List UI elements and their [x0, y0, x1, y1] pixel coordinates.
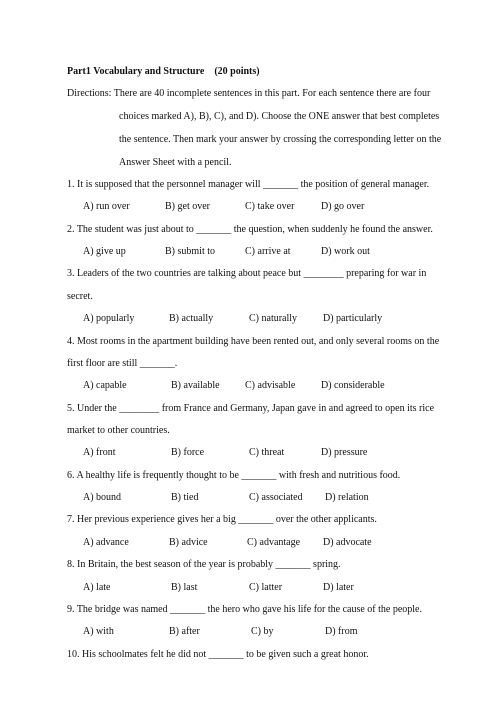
question-1-option-b[interactable]: B) get over [165, 201, 210, 212]
question-3-option-b[interactable]: B) actually [169, 313, 214, 324]
question-5-option-d[interactable]: D) pressure [321, 447, 368, 458]
question-8-option-d[interactable]: D) later [323, 582, 354, 593]
question-5-option-b[interactable]: B) force [171, 447, 205, 458]
question-2-option-c[interactable]: C) arrive at [245, 246, 291, 257]
question-4-text-1: 4. Most rooms in the apartment building have been rented out, and only several rooms on the [67, 336, 440, 347]
question-6-text: 6. A healthy life is frequently thought to be _______ with fresh and nutritious food. [67, 470, 401, 481]
question-8-option-b[interactable]: B) last [171, 582, 198, 593]
question-7-option-a[interactable]: A) advance [83, 537, 129, 548]
question-5-text-2: market to other countries. [67, 425, 170, 436]
question-9-option-a[interactable]: A) with [83, 626, 114, 637]
question-10-text: 10. His schoolmates felt he did not _______ to be given such a great honor. [67, 649, 369, 660]
question-2-option-d[interactable]: D) work out [321, 246, 370, 257]
directions-line-4: Answer Sheet with a pencil. [119, 157, 232, 168]
question-3-option-a[interactable]: A) popularly [83, 313, 135, 324]
question-4-text-2: first floor are still _______. [67, 358, 178, 369]
question-3-option-d[interactable]: D) particularly [323, 313, 383, 324]
question-1-text: 1. It is supposed that the personnel manager will _______ the position of general manager. [67, 179, 430, 190]
question-6-option-a[interactable]: A) bound [83, 492, 122, 503]
question-6-option-b[interactable]: B) tied [171, 492, 199, 503]
question-2-option-b[interactable]: B) submit to [165, 246, 216, 257]
question-2-option-a[interactable]: A) give up [83, 246, 126, 257]
question-9-option-c[interactable]: C) by [251, 626, 274, 637]
question-5-text-1: 5. Under the ________ from France and Germany, Japan gave in and agreed to open its rice [67, 403, 435, 414]
question-5-option-c[interactable]: C) threat [249, 447, 285, 458]
question-4-option-c[interactable]: C) advisable [245, 380, 296, 391]
question-7-text: 7. Her previous experience gives her a big _______ over the other applicants. [67, 514, 377, 525]
question-8-option-c[interactable]: C) latter [249, 582, 283, 593]
directions-line-2: choices marked A), B), C), and D). Choose the ONE answer that best completes [119, 111, 440, 122]
directions-line-3: the sentence. Then mark your answer by crossing the corresponding letter on the [119, 134, 442, 145]
question-1-option-d[interactable]: D) go over [321, 201, 365, 212]
question-1-option-a[interactable]: A) run over [83, 201, 130, 212]
question-7-option-b[interactable]: B) advice [169, 537, 208, 548]
question-5-option-a[interactable]: A) front [83, 447, 116, 458]
directions-line-1 [67, 88, 453, 100]
question-9-option-b[interactable]: B) after [169, 626, 200, 637]
question-4-option-b[interactable]: B) available [171, 380, 220, 391]
question-7-option-d[interactable]: D) advocate [323, 537, 372, 548]
question-8-option-a[interactable]: A) late [83, 582, 111, 593]
question-9-text: 9. The bridge was named _______ the hero who gave his life for the cause of the people. [67, 604, 422, 615]
question-6-option-c[interactable]: C) associated [249, 492, 303, 503]
part-title: Part1 Vocabulary and Structure (20 points) [67, 66, 260, 77]
question-3-option-c[interactable]: C) naturally [249, 313, 298, 324]
directions-text-1: Directions: There are 40 incomplete sentences in this part. For each sentence there are four [67, 88, 431, 99]
question-2-text: 2. The student was just about to _______ the question, when suddenly he found the answer. [67, 224, 433, 235]
question-4-option-d[interactable]: D) considerable [321, 380, 385, 391]
question-9-option-d[interactable]: D) from [325, 626, 358, 637]
question-3-text-1: 3. Leaders of the two countries are talking about peace but ________ preparing for war in [67, 268, 427, 279]
question-7-option-c[interactable]: C) advantage [247, 537, 301, 548]
question-1-option-c[interactable]: C) take over [245, 201, 295, 212]
question-6-option-d[interactable]: D) relation [325, 492, 369, 503]
question-8-text: 8. In Britain, the best season of the year is probably _______ spring. [67, 559, 341, 570]
question-3-text-2: secret. [67, 291, 93, 302]
question-4-option-a[interactable]: A) capable [83, 380, 127, 391]
